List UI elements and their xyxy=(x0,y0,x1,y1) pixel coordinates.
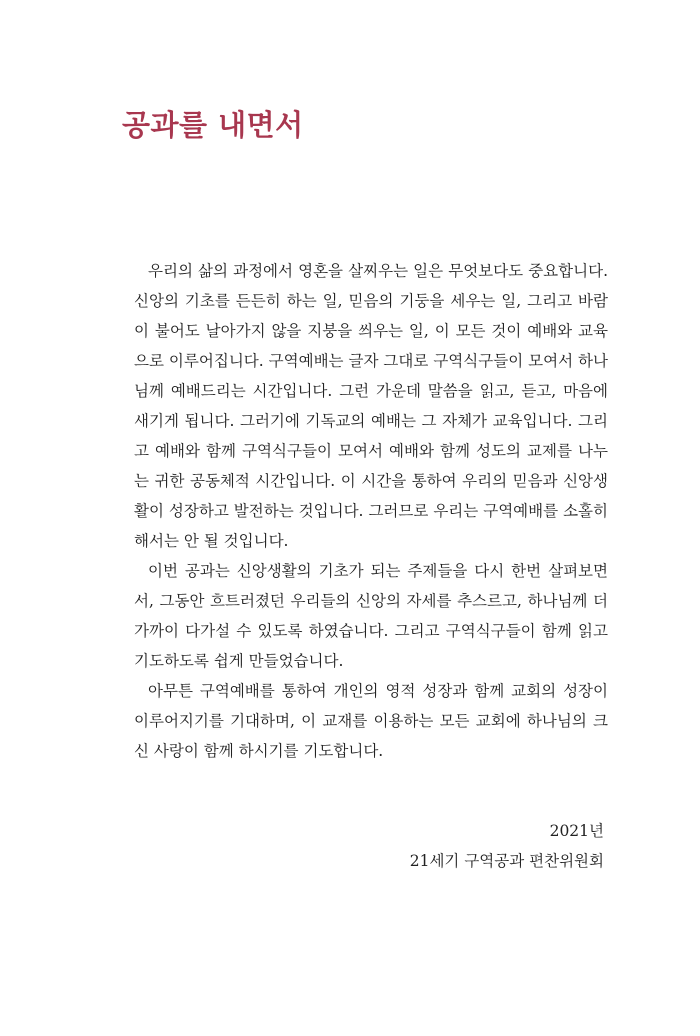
preface-body xyxy=(134,256,608,766)
signature-block xyxy=(410,816,604,876)
page-title: 공과를 내면서 xyxy=(122,108,304,142)
signature-year: 2021년 xyxy=(549,822,604,840)
paragraph: 아무튼 구역예배를 통하여 개인의 영적 성장과 함께 교회의 성장이 이루어지기를 기대하며, 이 교재를 이용하는 모든 교회에 하나님의 크신 사랑이 함께 하시기를 기도합니다. xyxy=(134,682,608,760)
paragraph: 이번 공과는 신앙생활의 기초가 되는 주제들을 다시 한번 살펴보면서, 그동안 흐트러졌던 우리들의 신앙의 자세를 추스르고, 하나님께 더 가까이 다가설 수 있도록 하였습니다. 그리고 구역식구들이 함께 읽고 기도하도록 쉽게 만들었습니다. xyxy=(134,562,608,670)
paragraph: 우리의 삶의 과정에서 영혼을 살찌우는 일은 무엇보다도 중요합니다. 신앙의 기초를 든든히 하는 일, 믿음의 기둥을 세우는 일, 그리고 바람이 불어도 날아가지 않을 지붕을 씌우는 일, 이 모든 것이 예배와 교육으로 이루어집니다. 구역예배는 글자 그대로 구역식구들이 모여서 하나님께 예배드리는 시간입니다. 그런 가운데 말씀을 읽고, 듣고, 마음에 새기게 됩니다. 그러기에 기독교의 예배는 그 자체가 교육입니다. 그리고 예배와 함께 구역식구들이 모여서 예배와 함께 성도의 교제를 나누는 귀한 공동체적 시간입니다. 이 시간을 통하여 우리의 믿음과 신앙생활이 성장하고 발전하는 것입니다. 그러므로 우리는 구역예배를 소홀히 해서는 안 될 것입니다. xyxy=(134,262,608,550)
signature-author: 21세기 구역공과 편찬위원회 xyxy=(409,852,604,870)
